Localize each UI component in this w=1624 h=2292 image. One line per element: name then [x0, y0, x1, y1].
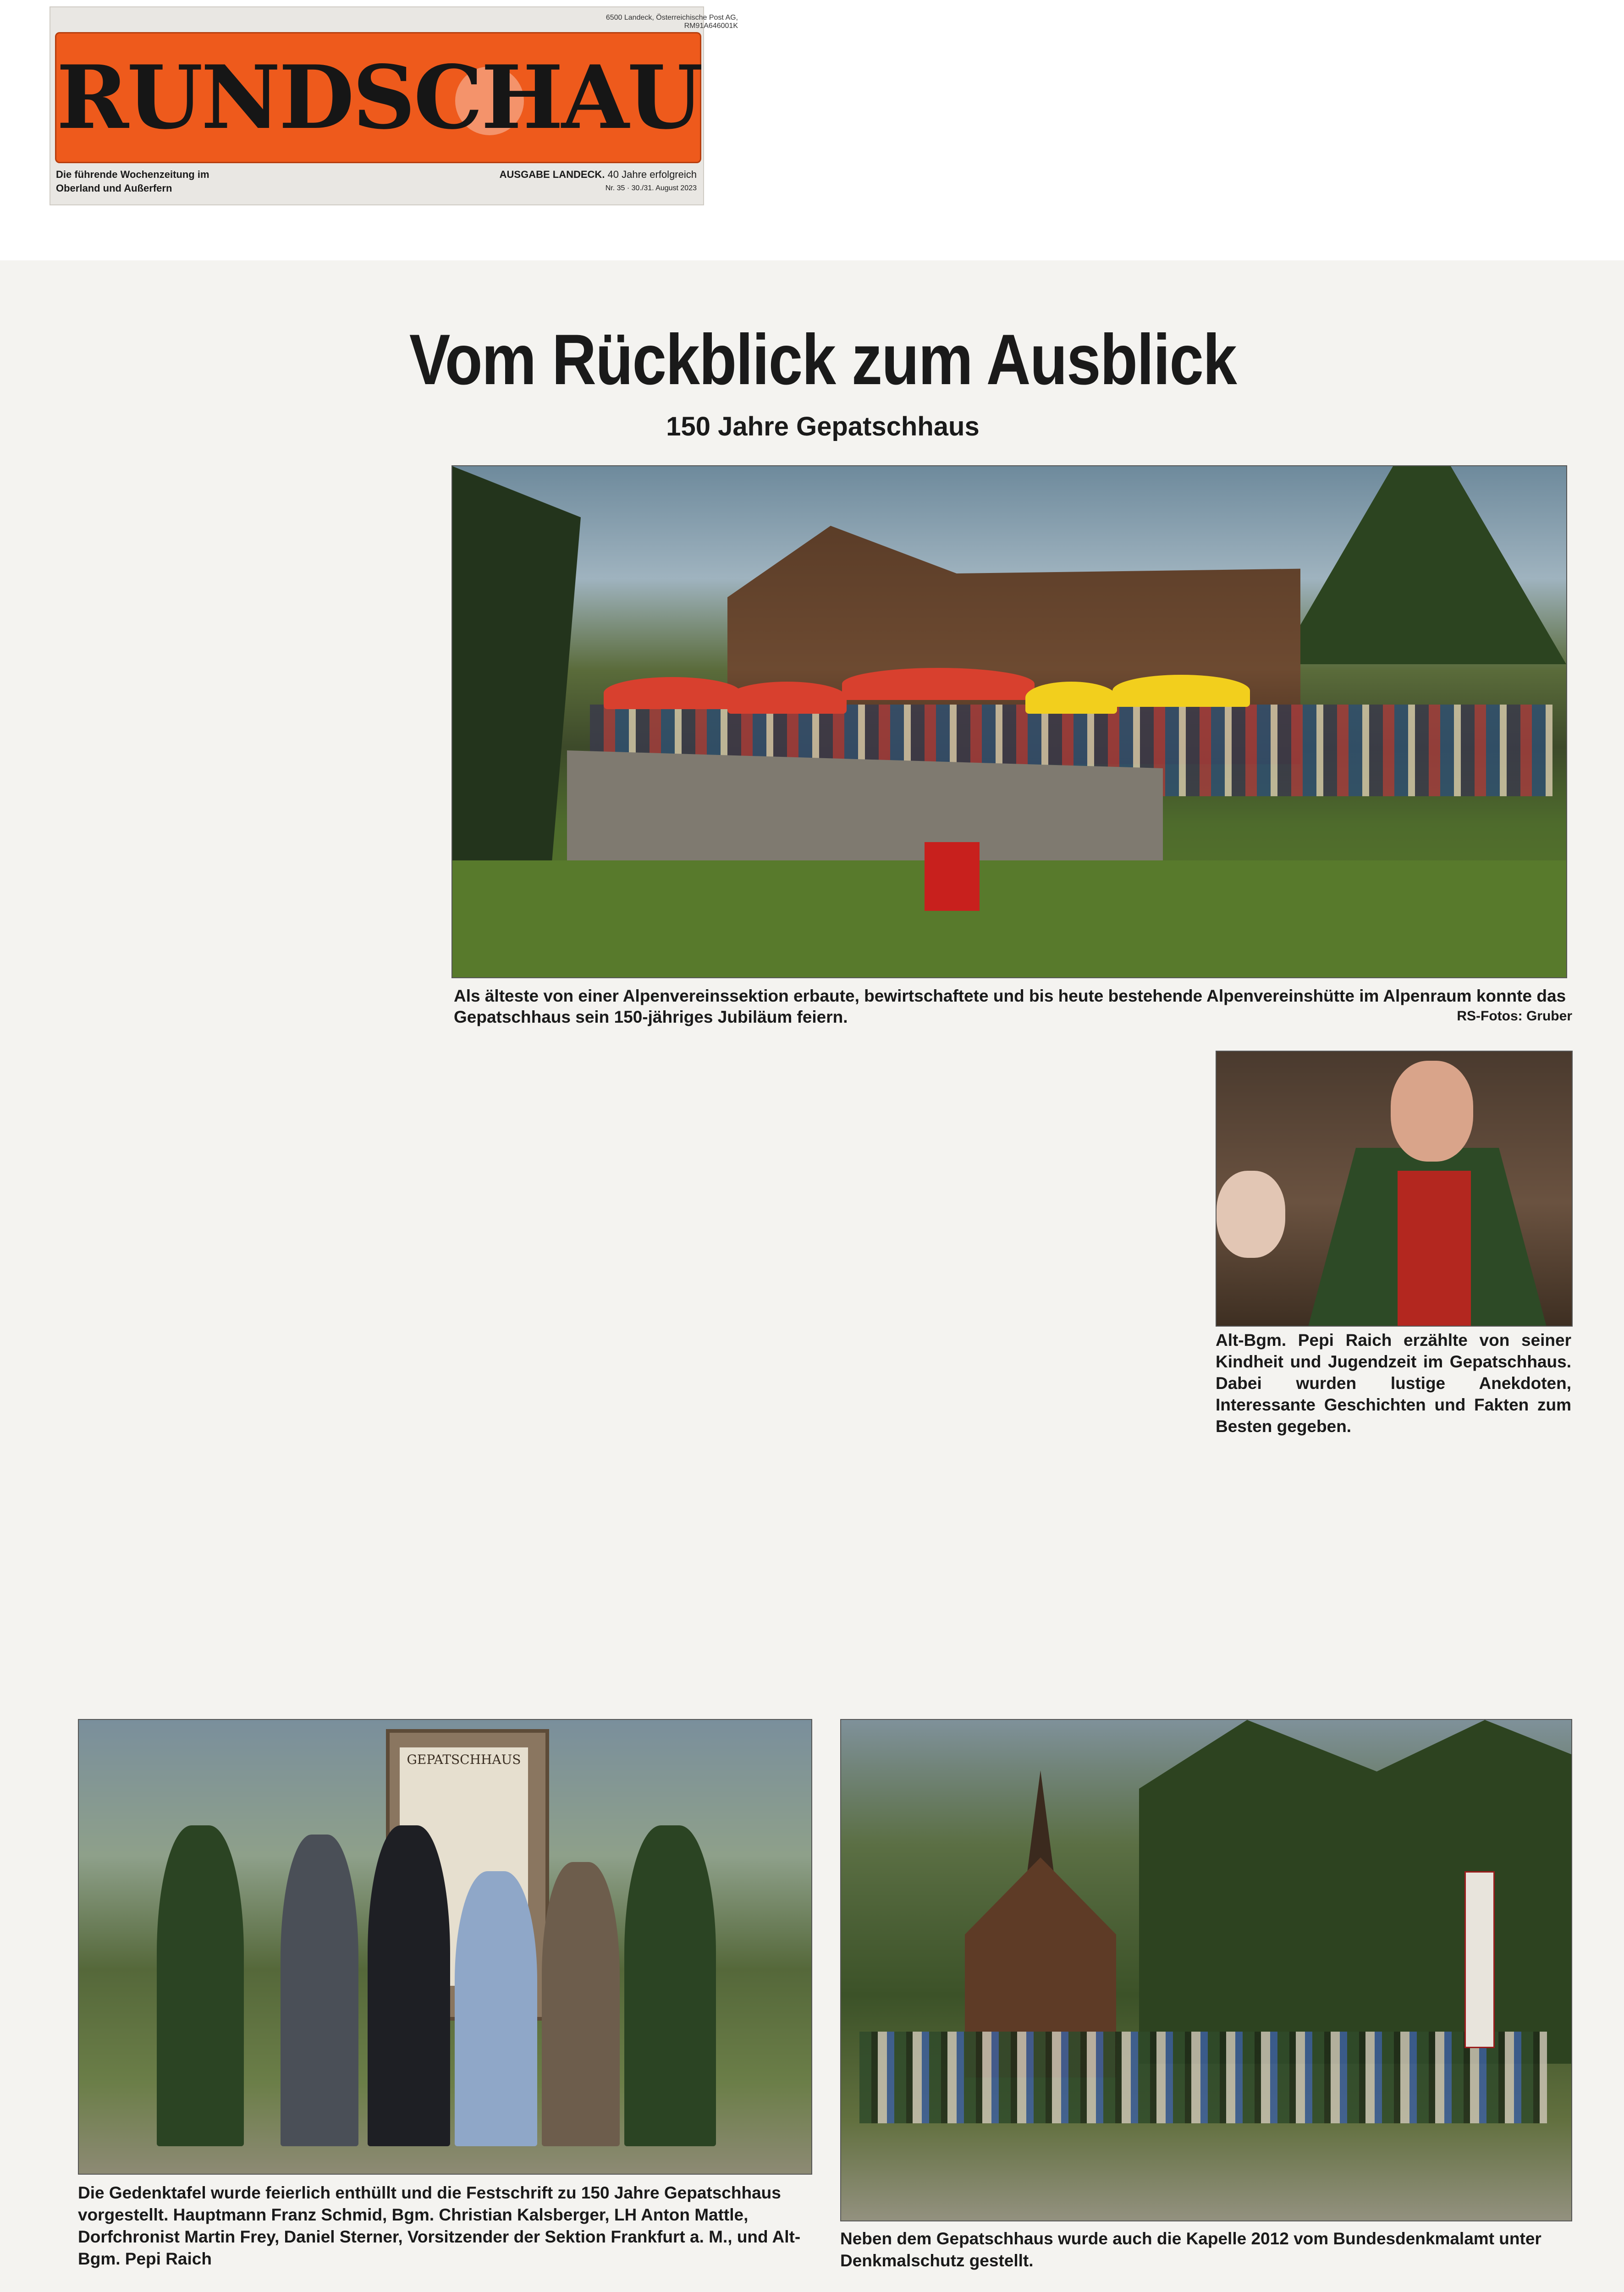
- column-4: [1216, 1460, 1573, 1713]
- person: [281, 1835, 358, 2146]
- photo-credit: RS-Fotos: Gruber: [1457, 1008, 1572, 1024]
- plaque-photo: [78, 1719, 812, 2175]
- issue-number: Nr. 35 · 30./31. August 2023: [605, 184, 697, 192]
- main-photo-caption: Als älteste von einer Alpenvereinssektion erbaute, bewirtschaftete und bis heute bestehende Alpenvereinshütte im Alpenraum konnte das Gepatschhaus sein 150-jähriges Jubiläum feiern.: [454, 986, 1566, 1026]
- umbrella-icon: [842, 668, 1035, 700]
- umbrella-icon: [1112, 675, 1250, 707]
- person: [455, 1871, 537, 2146]
- headline: Vom Rückblick zum Ausblick: [409, 320, 1237, 400]
- person: [157, 1825, 244, 2146]
- tagline-line2: Oberland und Außerfern: [56, 182, 172, 194]
- raich-photo-caption: Alt-Bgm. Pepi Raich erzählte von seiner Kindheit und Jugendzeit im Gepatschhaus. Dabei wurden lustige Anekdoten, Interessante Geschichten und Fakten zum Besten gegeben.: [1216, 1331, 1571, 1436]
- edition: [490, 168, 697, 195]
- plaque-title: GEPATSCHHAUS: [407, 1752, 521, 1767]
- edition-label: AUSGABE LANDECK.: [499, 169, 605, 180]
- chapel-photo-caption: Neben dem Gepatschhaus wurde auch die Kapelle 2012 vom Bundesdenkmalamt unter Denkmalschutz gestellt.: [840, 2229, 1541, 2270]
- column-3: [839, 1050, 1192, 1714]
- bystander: [1217, 1171, 1285, 1258]
- meadow: [452, 860, 1566, 977]
- umbrella-icon: [604, 677, 741, 709]
- column-2: [454, 1050, 811, 1714]
- raich-photo: [1216, 1051, 1573, 1327]
- speaker-vest: [1398, 1171, 1471, 1327]
- flag-icon: [1464, 1871, 1495, 2048]
- gepatschhaus-photo: [451, 465, 1567, 978]
- masthead: [50, 6, 738, 205]
- speaker-face: [1391, 1061, 1473, 1162]
- congregation: [859, 2032, 1547, 2123]
- logo-band: [55, 32, 701, 163]
- edition-rest: 40 Jahre erfolgreich: [605, 169, 697, 180]
- chapel-photo: [840, 1719, 1572, 2221]
- plaque-photo-caption: Die Gedenktafel wurde feierlich enthüllt und die Festschrift zu 150 Jahre Gepatschhaus vorgestellt. Hauptmann Franz Schmid, Bgm. Christian Kalsberger, LH Anton Mattle, Dorfchronist Martin Frey, Daniel Sterner, Vorsitzender der Sektion Frankfurt a. M., und Alt-Bgm. Pepi Raich: [78, 2183, 801, 2268]
- umbrella-icon: [1025, 682, 1117, 714]
- person: [624, 1825, 716, 2146]
- tagline: [56, 168, 331, 195]
- postal-line: 6500 Landeck, Österreichische Post AG, RM91A646001K: [606, 14, 738, 30]
- subheadline: 150 Jahre Gepatschhaus: [666, 412, 980, 441]
- forest: [1139, 1720, 1571, 2064]
- tagline-line1: Die führende Wochenzeitung im: [56, 169, 209, 180]
- logo: RUNDSCHAU: [56, 46, 702, 149]
- person: [542, 1862, 620, 2146]
- tree-right: [1277, 466, 1566, 714]
- stone-wall: [567, 750, 1163, 870]
- umbrella-icon: [727, 682, 847, 714]
- person: [368, 1825, 450, 2146]
- red-box: [925, 842, 980, 911]
